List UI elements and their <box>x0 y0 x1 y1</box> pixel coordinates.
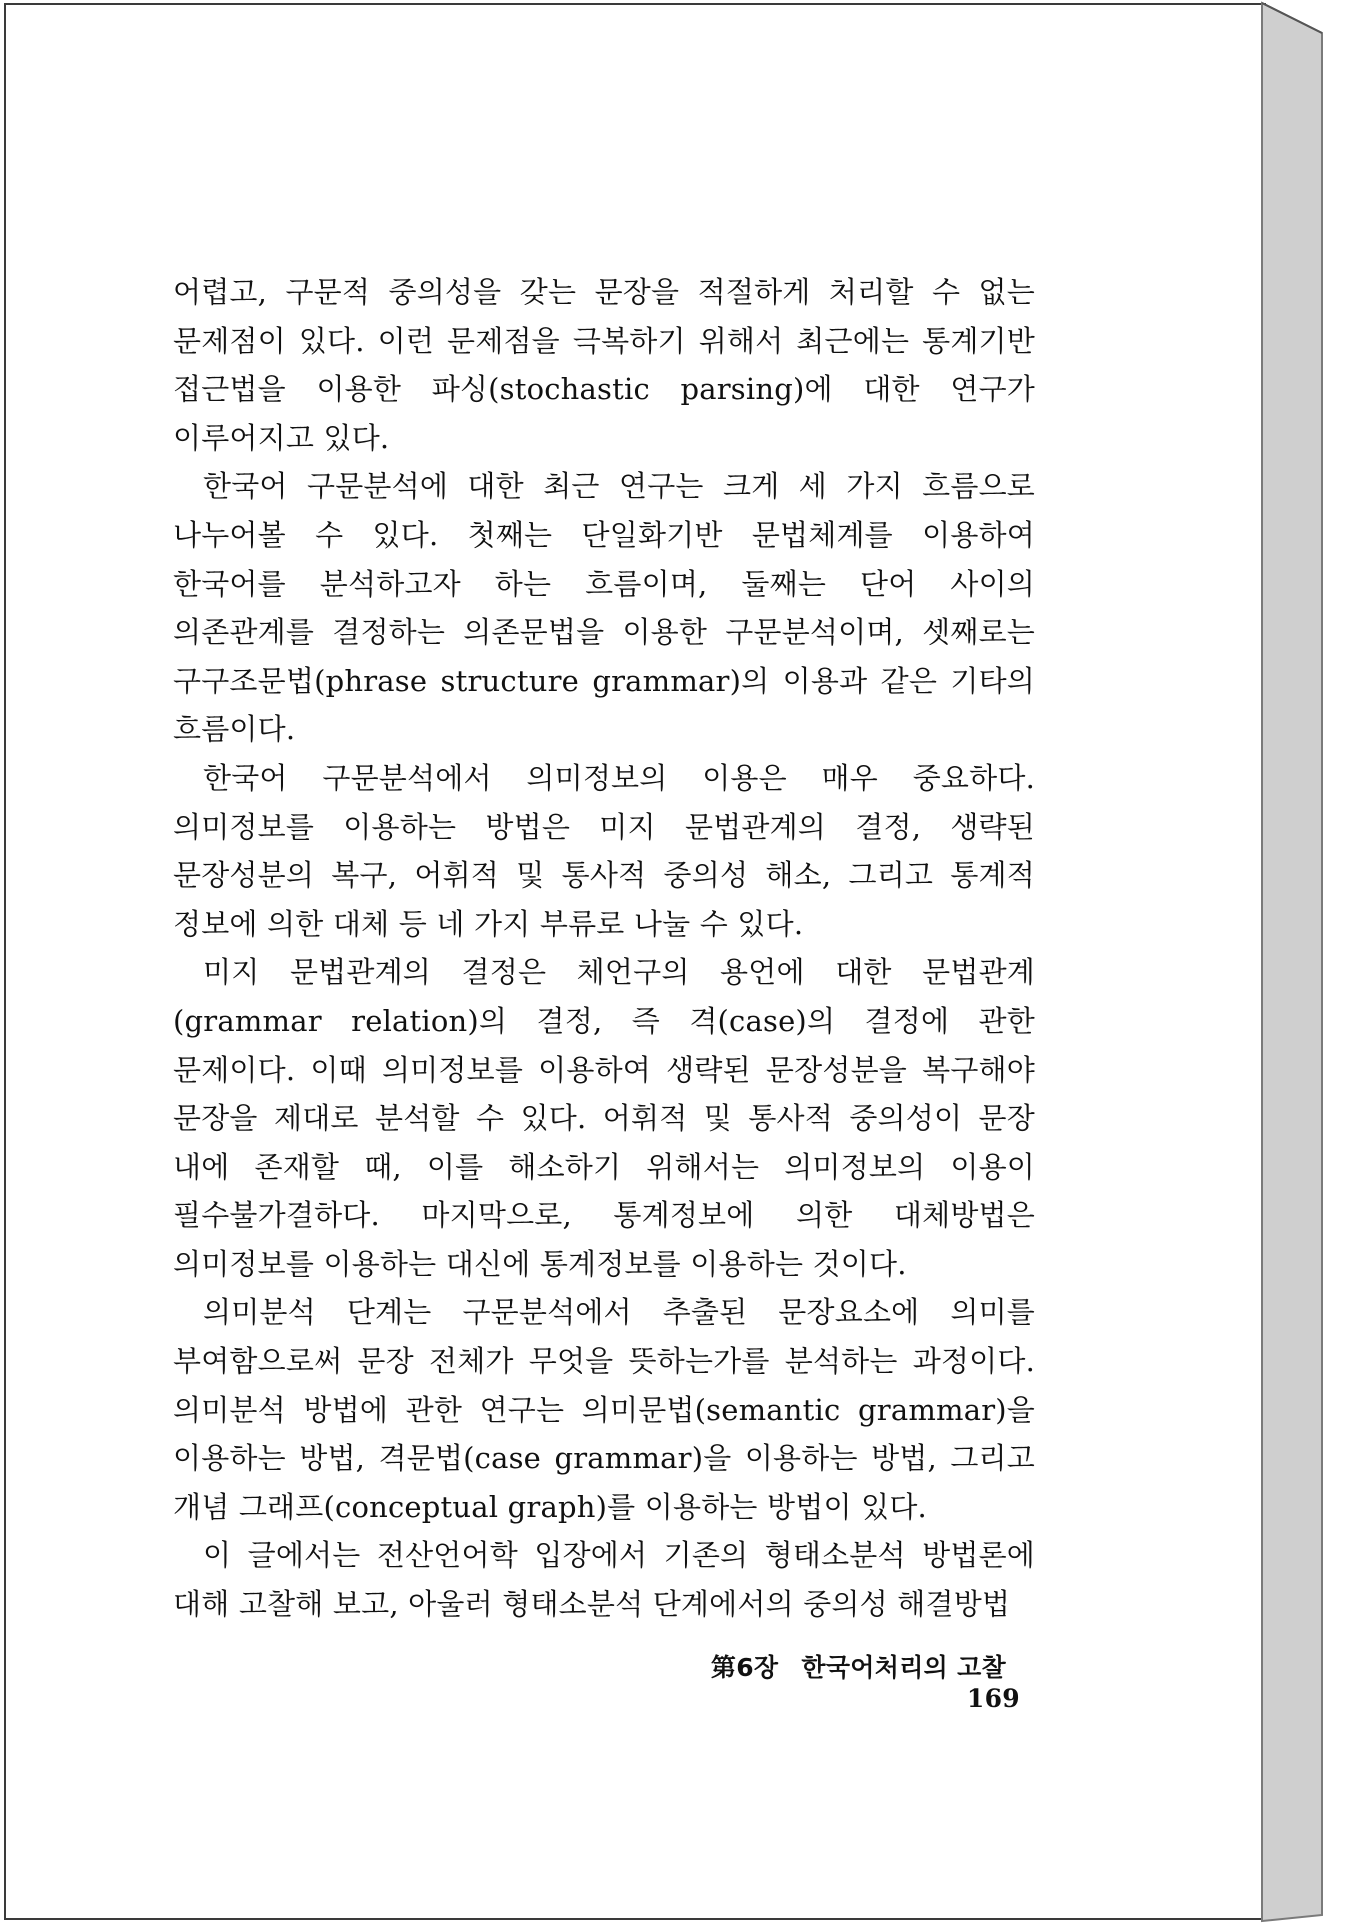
paragraph: 의미분석 단계는 구문분석에서 추출된 문장요소에 의미를 부여함으로써 문장 전체가 무엇을 뜻하는가를 분석하는 과정이다. 의미분석 방법에 관한 연구는 의미문법(semantic grammar)을 이용하는 방법, 격문법(case grammar)을 이용하는 방법, 그리고 개념 그래프(conceptual graph)를 이용하는 방법이 있다. <box>173 1295 1035 1524</box>
page-footer <box>660 1648 1020 1713</box>
footer-chapter-title: 한국어처리의 고찰 <box>801 1653 1006 1682</box>
footer-chapter: 第6장 <box>710 1653 779 1682</box>
paragraph: 미지 문법관계의 결정은 체언구의 용언에 대한 문법관계(grammar relation)의 결정, 즉 격(case)의 결정에 관한 문제이다. 이때 의미정보를 이용하여 생략된 문장성분을 복구해야 문장을 제대로 분석할 수 있다. 어휘적 및 통사적 중의성이 문장 내에 존재할 때, 이를 해소하기 위해서는 의미정보의 이용이 필수불가결하다. 마지막으로, 통계정보에 의한 대체방법은 의미정보를 이용하는 대신에 통계정보를 이용하는 것이다. <box>173 955 1035 1281</box>
page-number: 169 <box>966 1684 1020 1713</box>
paragraph: 한국어 구문분석에서 의미정보의 이용은 매우 중요하다. 의미정보를 이용하는 방법은 미지 문법관계의 결정, 생략된 문장성분의 복구, 어휘적 및 통사적 중의성 해소, 그리고 통계적 정보에 의한 대체 등 네 가지 부류로 나눌 수 있다. <box>173 760 1035 941</box>
paragraph: 어렵고, 구문적 중의성을 갖는 문장을 적절하게 처리할 수 없는 문제점이 있다. 이런 문제점을 극복하기 위해서 최근에는 통계기반 접근법을 이용한 파싱(stochastic parsing)에 대한 연구가 이루어지고 있다. <box>173 275 1035 455</box>
paragraph: 이 글에서는 전산언어학 입장에서 기존의 형태소분석 방법론에 대해 고찰해 보고, 아울러 형태소분석 단계에서의 중의성 해결방법 <box>173 1538 1035 1622</box>
paragraph: 한국어 구문분석에 대한 최근 연구는 크게 세 가지 흐름으로 나누어볼 수 있다. 첫째는 단일화기반 문법체계를 이용하여 한국어를 분석하고자 하는 흐름이며, 둘째는 단어 사이의 의존관계를 결정하는 의존문법을 이용한 구문분석이며, 셋째로는 구구조문법(phrase structure grammar)의 이용과 같은 기타의 흐름이다. <box>173 469 1035 747</box>
body-text <box>173 268 1035 1629</box>
